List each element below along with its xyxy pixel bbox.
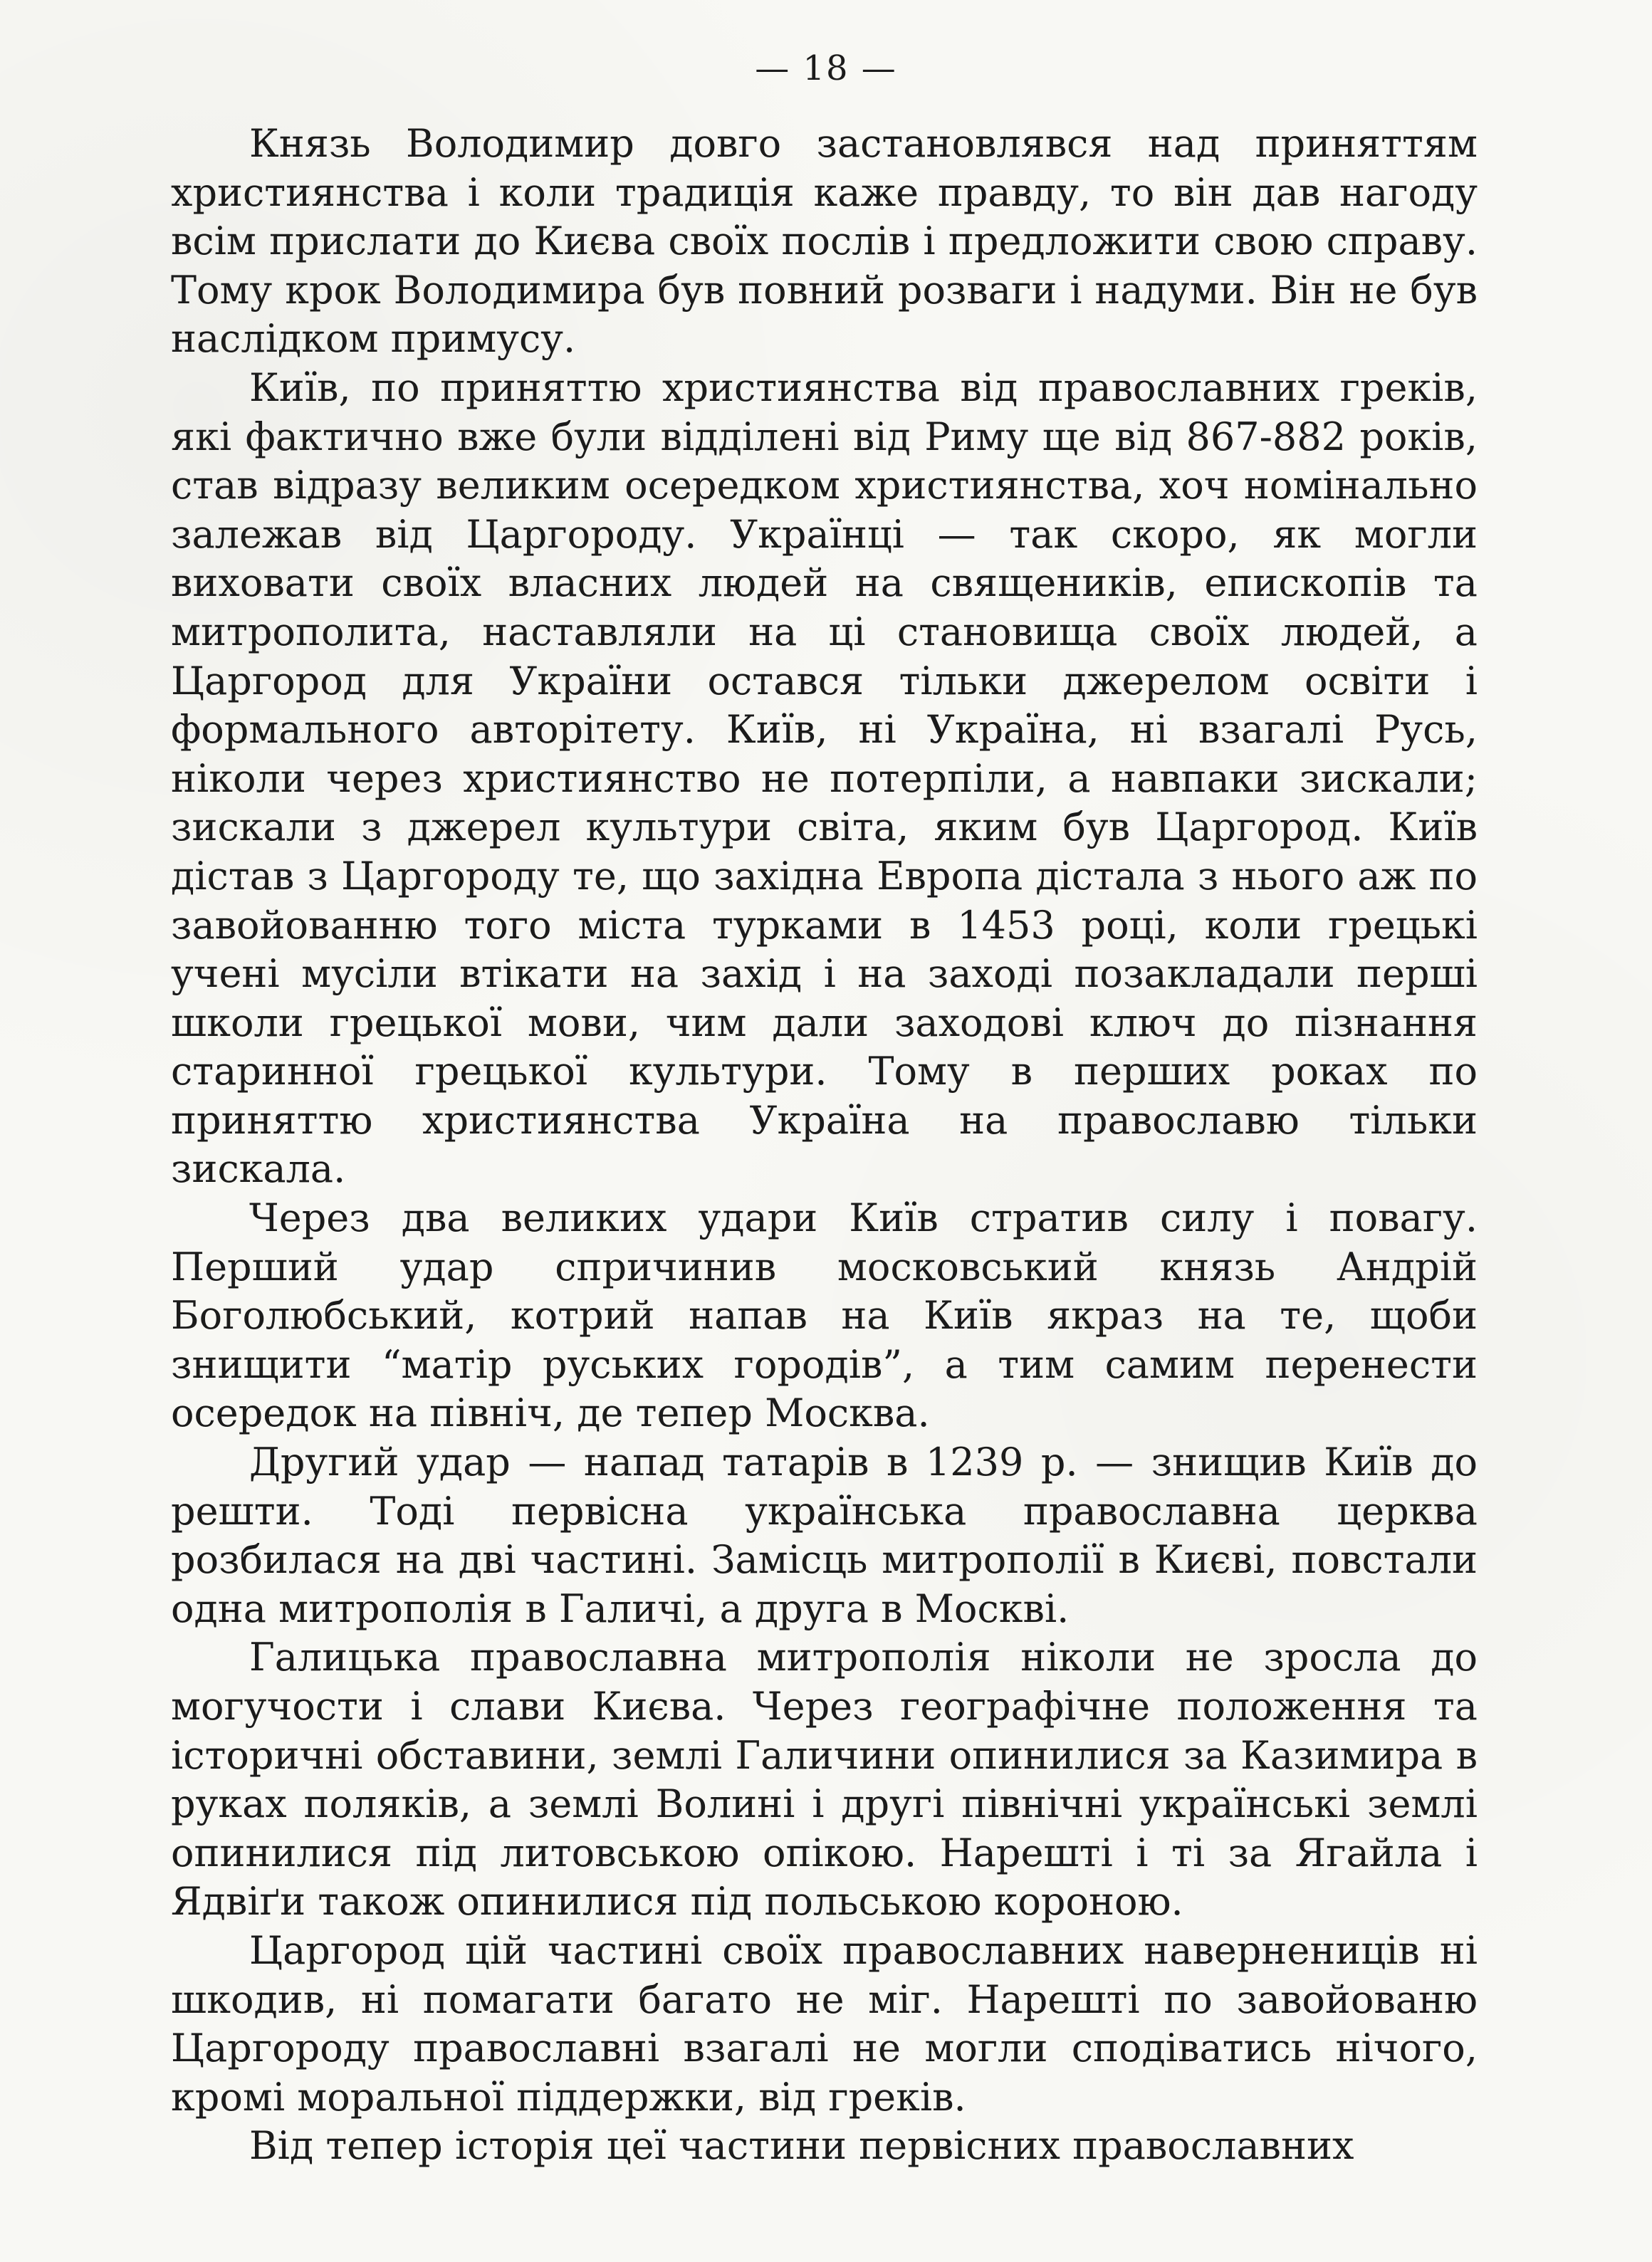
page-number: — 18 — [755,48,897,88]
paragraph-3: Через два великих удари Київ стратив силу і повагу. Перший удар спричинив московський князь Андрій Боголюбський, котрий напав на Київ якраз на те, щоби знищити “матір руських городів”, а тим самим перенести осередок на північ, де тепер Москва. [171,1195,1478,1436]
paragraph-7: Від тепер історія цеї частини первісних православних [249,2123,1354,2169]
paragraph-2: Київ, по приняттю християнства від православних греків, які фактично вже були відділені від Риму ще від 867-882 років, став відразу великим осередком християнства, хоч номінально залежав від Царгороду. Українці — так скоро, як могли виховати своїх власних людей на священиків, епископів та митрополита, наставляли на ці становища своїх людей, а Царгород для України остався тільки джерелом освіти і формального авторітету. Київ, ні Україна, ні взагалі Русь, ніколи через християнство не потерпіли, а навпаки зискали; зискали з джерел культури світа, яким був Царгород. Київ дістав з Царгороду те, що західна Европа дістала з нього аж по завойованню того міста турками в 1453 році, коли грецькі учені мусіли втікати на захід і на заході позакладали перші школи грецької мови, чим дали заходові ключ до пізнання старинної грецької культури. Тому в перших роках по приняттю християнства Україна на православю тільки зискала. [171,365,1478,1192]
paragraph-6: Царгород цій частині своїх православних навернениців ні шкодив, ні помагати багато не міг. Нарешті по завойованю Царгороду православні взагалі не могли сподіватись нічого, кромі моральної піддержки, від греків. [171,1927,1478,2120]
paragraph-5: Галицька православна митрополія ніколи не зросла до могучости і слави Києва. Через географічне положення та історичні обставини, землі Галичини опинилися за Казимира в руках поляків, а землі Волині і другі північні українські землі опинилися під литовською опікою. Нарешті і ті за Ягайла і Ядвіґи також опинилися під польською короною. [171,1635,1478,1925]
paragraph-4: Другий удар — напад татарів в 1239 р. — знищив Київ до решти. Тоді первісна українська православна церква розбилася на дві частині. Замісць митрополії в Києві, повстали одна митрополія в Галичі, а друга в Москві. [171,1440,1478,1631]
document-body [171,120,1478,2171]
paragraph-1: Князь Володимир довго застановлявся над приняттям християнства і коли традиція каже правду, то він дав нагоду всім прислати до Києва своїх послів і предложити свою справу. Тому крок Володимира був повний розваги і надуми. Він не був наслідком примусу. [171,121,1478,362]
